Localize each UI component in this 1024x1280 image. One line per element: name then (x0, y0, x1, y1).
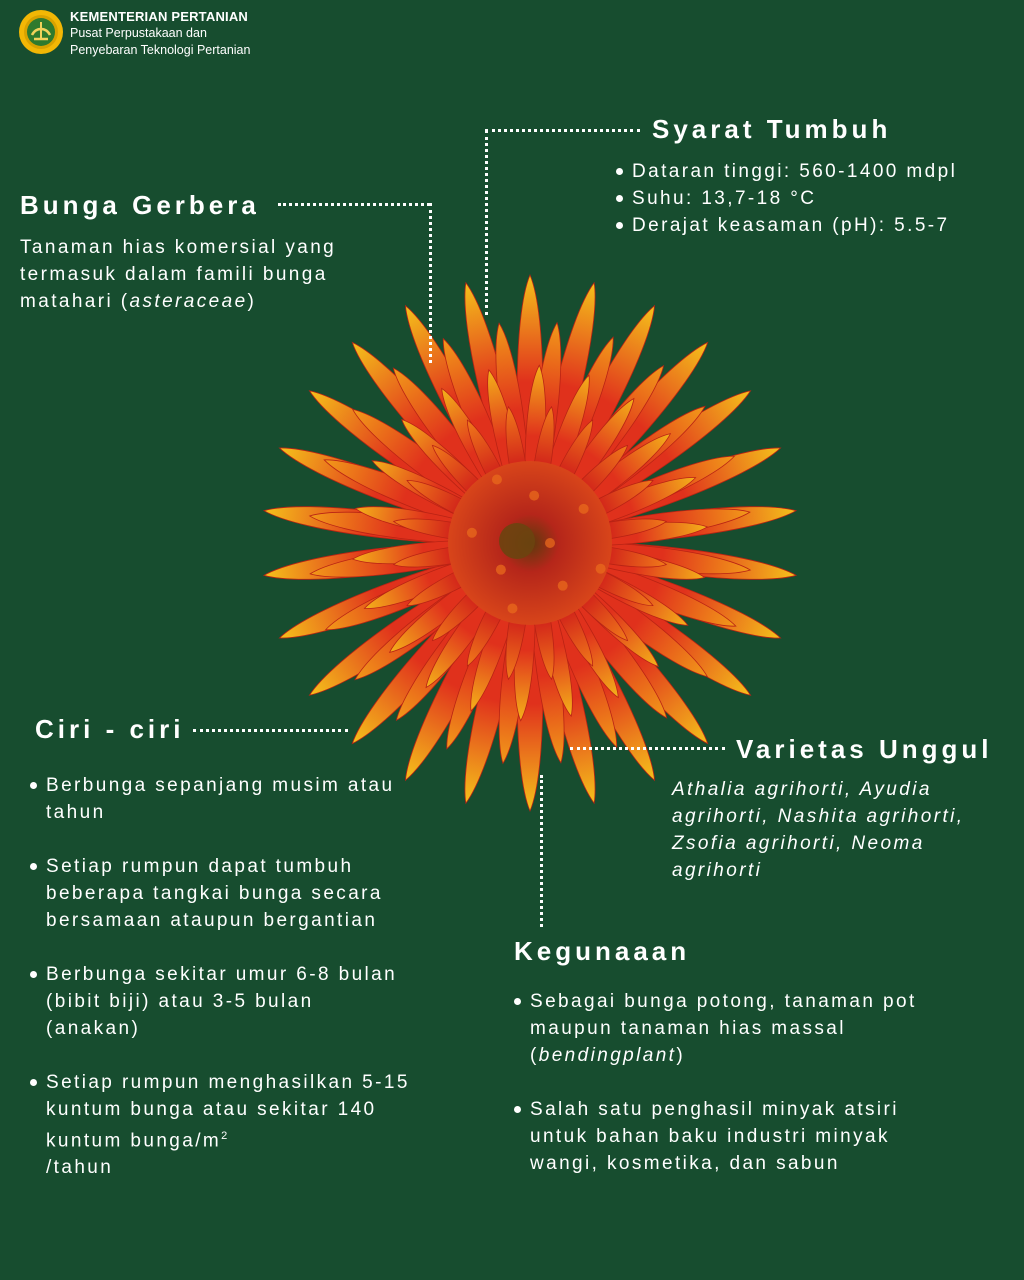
connector-gerbera-h (278, 203, 430, 206)
varietas-title: Varietas Unggul (736, 734, 993, 764)
list-item: Berbunga sepanjang musim atau tahun (30, 772, 410, 826)
kegunaan-title: Kegunaaan (514, 936, 691, 966)
gerbera-desc-close: ) (247, 291, 257, 312)
gerbera-desc-line-2: termasuk dalam famili bunga (20, 264, 328, 285)
connector-ciri-h (193, 729, 348, 732)
list-item (514, 988, 934, 1069)
disc-floret (596, 564, 606, 574)
connector-varietas-h (570, 747, 725, 750)
org-sub-2: Penyebaran Teknologi Pertanian (70, 43, 251, 57)
org-block (70, 8, 250, 59)
list-item: Berbunga sekitar umur 6-8 bulan (bibit biji) atau 3-5 bulan (anakan) (30, 961, 410, 1042)
disc-floret (467, 528, 477, 538)
syarat-tumbuh-title: Syarat Tumbuh (652, 114, 892, 144)
syarat-tumbuh-list (616, 158, 1016, 239)
gerbera-desc-text: matahari ( (20, 291, 130, 312)
disc-floret (545, 538, 555, 548)
kegunaan-item-1-text: Sebagai bunga potong, tanaman pot maupun tanaman hias massal ( (530, 991, 917, 1066)
gerbera-desc-line-1: Tanaman hias komersial yang (20, 237, 337, 258)
ciri-list (30, 772, 410, 1208)
ciri-title: Ciri - ciri (35, 714, 185, 744)
bunga-gerbera-title: Bunga Gerbera (20, 190, 260, 220)
ciri-item-4-text: Setiap rumpun menghasilkan 5-15 kuntum bunga atau sekitar 140 kuntum bunga/m (46, 1072, 410, 1152)
ciri-item-4-tail: /tahun (46, 1157, 114, 1179)
org-name: KEMENTERIAN PERTANIAN (70, 9, 249, 24)
kegunaan-item-1-italic: bendingplant (538, 1045, 677, 1066)
gerbera-desc-line-3 (20, 288, 420, 315)
list-item: Salah satu penghasil minyak atsiri untuk bahan baku industri minyak wangi, kosmetika, dan sabun (514, 1096, 934, 1177)
kegunaan-list (514, 988, 934, 1204)
org-sub-1: Pusat Perpustakaan dan (70, 26, 207, 40)
disc-floret (496, 565, 506, 575)
connector-kegunaan-v (540, 775, 543, 927)
varietas-text: Athalia agrihorti, Ayudia agrihorti, Nashita agrihorti, Zsofia agrihorti, Neoma agrihorti (672, 779, 965, 881)
gerbera-desc-family: asteraceae (129, 291, 248, 312)
gerbera-flower-image (255, 265, 805, 820)
disc-floret (558, 581, 568, 591)
connector-syarat-h (485, 129, 640, 132)
connector-gerbera-v (429, 203, 432, 363)
kegunaan-item-1-close: ) (676, 1045, 686, 1066)
list-item: Dataran tinggi: 560-1400 mdpl (616, 158, 1016, 185)
bunga-gerbera-desc (20, 234, 420, 315)
ciri-item-4-sup: 2 (221, 1130, 230, 1142)
list-item: Derajat keasaman (pH): 5.5-7 (616, 212, 1016, 239)
disc-floret (492, 474, 502, 484)
list-item (30, 1069, 410, 1181)
disc-floret (579, 504, 589, 514)
kementan-logo-icon (18, 9, 64, 55)
list-item: Suhu: 13,7-18 °C (616, 185, 1016, 212)
disc-floret (529, 491, 539, 501)
connector-syarat-v (485, 130, 488, 315)
disc-floret (507, 603, 517, 613)
list-item: Setiap rumpun dapat tumbuh beberapa tangkai bunga secara bersamaan ataupun bergantian (30, 853, 410, 934)
